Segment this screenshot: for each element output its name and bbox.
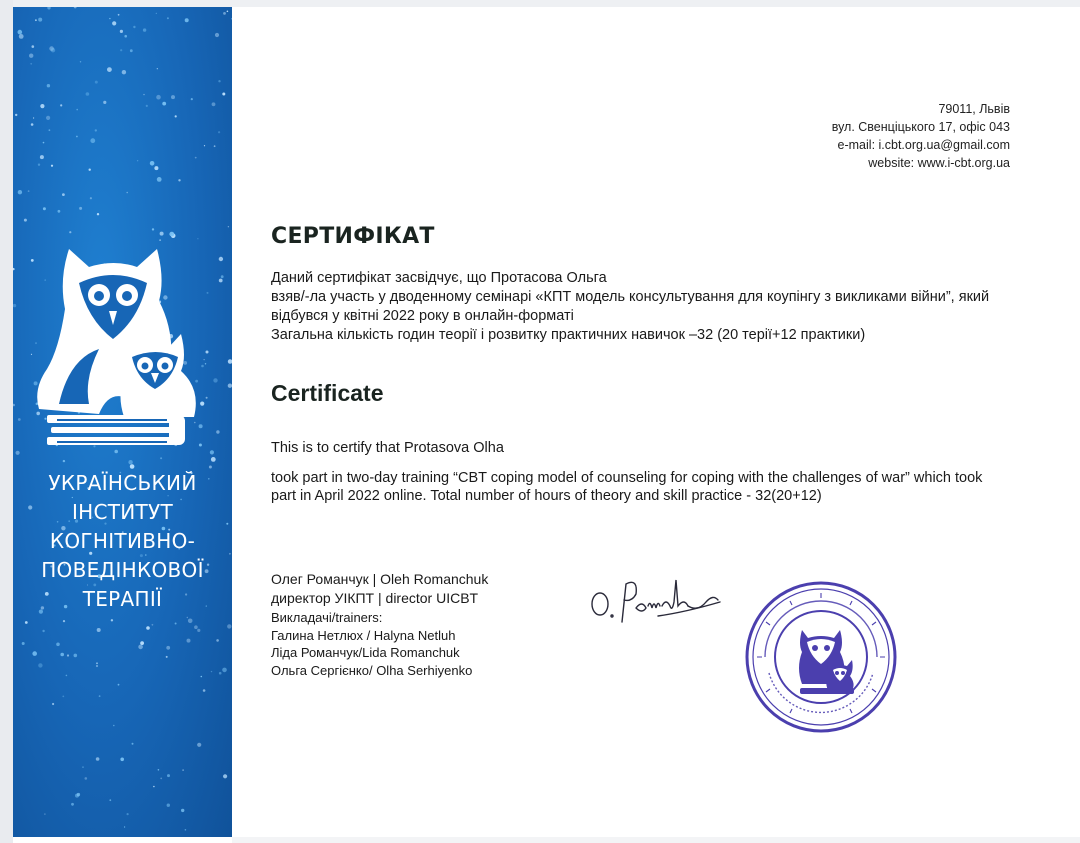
decorative-dot [60,653,64,657]
decorative-dot [99,695,101,697]
trainer-item: Ліда Романчук/Lida Romanchuk [271,645,460,660]
address-street: вул. Свенціцького 17, офіс 043 [831,120,1010,134]
decorative-dot [219,257,223,261]
decorative-dot [52,703,54,705]
certificate-title-en: Certificate [271,380,384,406]
decorative-dot [89,169,91,171]
decorative-dot [35,19,37,21]
decorative-dot [74,7,77,8]
decorative-dot [56,643,60,647]
decorative-dot [127,813,129,815]
decorative-dot [187,639,191,643]
decorative-dot [46,116,50,120]
decorative-dot [160,778,162,780]
institute-line-3: КОГНІТИВНО- [49,529,196,553]
decorative-dot [42,630,44,632]
decorative-dot [152,624,154,626]
decorative-dot [32,651,37,656]
decorative-dot [43,207,46,210]
decorative-dot [86,92,90,96]
decorative-dot [103,101,106,104]
decorative-dot [138,645,143,650]
decorative-dot [38,663,42,667]
page-edge-bottom [232,837,1080,843]
trainer-item: Ольга Сергієнко/ Olha Serhiyenko [271,662,473,678]
decorative-dot [96,757,100,761]
decorative-dot [132,743,134,745]
decorative-dot [107,67,112,72]
decorative-dot [150,161,155,166]
decorative-dot [166,656,168,658]
decorative-dot [181,809,184,812]
institute-line-2: ІНСТИТУТ [71,500,174,524]
ua-line-3: Загальна кількість годин теорії і розвитку практичних навичок –32 (20 терії+12 практики) [271,327,866,343]
decorative-dot [197,629,200,632]
decorative-dot [90,197,92,199]
decorative-dot [71,803,74,806]
decorative-dot [227,624,231,628]
decorative-dot [143,94,144,95]
decorative-dot [75,794,79,798]
trainers-block [271,609,472,679]
decorative-dot [152,228,154,230]
decorative-dot [219,279,223,283]
decorative-dot [124,826,125,827]
decorative-dot [146,626,150,630]
decorative-dot [95,81,98,84]
decorative-dot [79,207,82,210]
decorative-dot [231,18,232,19]
decorative-dot [219,672,222,675]
decorative-dot [28,190,30,192]
decorative-dot [67,654,69,656]
decorative-dot [60,104,62,106]
decorative-dot [188,619,193,624]
decorative-dot [62,696,64,698]
owl-logo-icon [29,239,214,459]
decorative-dot [157,68,158,69]
decorative-dot [227,11,229,13]
decorative-dot [143,28,146,31]
decorative-dot [187,617,188,618]
decorative-dot [109,799,111,801]
decorative-dot [24,219,27,222]
decorative-dot [90,138,95,143]
institute-line-5: ТЕРАПІЇ [82,587,163,611]
decorative-dot [122,70,126,74]
decorative-dot [228,226,229,227]
decorative-dot [218,131,220,133]
decorative-dot [63,460,65,462]
address-email: e-mail: i.cbt.org.ua@gmail.com [837,138,1010,152]
decorative-dot [216,639,219,642]
decorative-dot [44,813,45,814]
address-website: website: www.i-cbt.org.ua [868,156,1010,170]
decorative-dot [171,95,175,99]
decorative-dot [212,102,216,106]
decorative-dot [69,231,71,233]
decorative-dot [228,384,232,388]
decorative-dot [154,166,158,170]
decorative-dot [96,665,98,667]
address-block [832,100,1010,172]
decorative-dot [178,179,180,181]
decorative-dot [19,34,24,39]
institute-line-4: ПОВЕДІНКОВОЇ [41,558,204,582]
decorative-dot [137,160,138,161]
decorative-dot [76,136,78,138]
decorative-dot [162,102,166,106]
decorative-dot [80,61,81,62]
decorative-dot [214,145,216,147]
decorative-dot [223,12,226,15]
decorative-dot [124,35,127,38]
decorative-dot [74,654,78,658]
decorative-dot [47,84,50,87]
decorative-dot [18,30,23,35]
handwritten-signature [588,572,728,632]
certify-line-en: This is to certify that Protasova Olha [271,440,504,456]
decorative-dot [66,675,68,677]
trainers-heading: Викладачі/trainers: [271,610,383,625]
decorative-dot [158,769,160,771]
decorative-dot [211,671,212,672]
decorative-dot [120,49,122,51]
decorative-dot [13,268,15,270]
decorative-dot [22,642,25,645]
decorative-dot [185,829,187,831]
decorative-dot [182,769,184,771]
decorative-dot [49,129,51,131]
decorative-dot [218,80,220,82]
decorative-dot [128,460,132,464]
decorative-dot [30,63,32,65]
decorative-dot [18,418,21,421]
decorative-dot [215,33,219,37]
decorative-dot [157,177,162,182]
decorative-dot [76,109,78,111]
decorative-dot [185,18,189,22]
institute-line-1: УКРАЇНСЬКИЙ [48,471,197,495]
decorative-dot [140,641,144,645]
ua-line-1: Даний сертифікат засвідчує, що Протасова Ольга [271,270,607,286]
decorative-dot [40,104,44,108]
decorative-dot [118,684,120,686]
decorative-dot [222,93,225,96]
decorative-dot [109,18,110,19]
institute-name [13,469,232,614]
decorative-dot [167,17,169,19]
decorative-dot [223,774,227,778]
decorative-dot [153,786,155,788]
decorative-dot [58,210,61,213]
certificate-body-en: took part in two-day training “CBT coping model of counseling for coping with the challenges of war” which took part in April 2022 online. Total number of hours of theory and skill practice - 32(20+12) [271,470,983,504]
decorative-dot [166,646,170,650]
director-position: директор УІКПТ | director UICBT [271,590,479,606]
decorative-dot [203,689,206,692]
decorative-dot [13,404,15,407]
decorative-dot [160,232,164,236]
decorative-dot [51,165,53,167]
decorative-dot [43,142,45,144]
certificate-title-ua: СЕРТИФІКАТ [271,224,435,249]
decorative-dot [167,774,170,777]
decorative-dot [15,114,17,116]
decorative-dot [221,275,224,278]
decorative-dot [63,620,65,622]
decorative-dot [25,621,28,624]
decorative-dot [29,54,33,58]
decorative-dot [112,21,116,25]
decorative-dot [175,623,177,625]
decorative-dot [120,30,123,33]
address-city: 79011, Львів [938,102,1010,116]
decorative-dot [118,14,120,16]
decorative-dot [167,804,170,807]
decorative-dot [18,190,22,194]
trainer-item: Галина Нетлюх / Halyna Netluh [271,627,456,643]
ua-line-2: взяв/-ла участь у дводенному семінарі «КПТ модель консультування для коупінгу з викликами війни”, який відбувся у квітні 2022 року в онлайн-форматі [271,289,990,324]
decorative-dot [47,7,50,10]
decorative-dot [201,676,203,678]
decorative-dot [31,123,34,126]
decorative-dot [133,26,135,28]
decorative-dot [156,13,157,14]
decorative-dot [38,164,40,166]
decorative-dot [146,105,148,107]
certificate-body-ua [271,269,1021,345]
decorative-dot [169,232,174,237]
decorative-dot [191,98,193,100]
decorative-dot [204,145,205,146]
decorative-dot [51,48,55,52]
decorative-dot [126,192,128,194]
decorative-dot [156,95,161,100]
decorative-dot [120,758,124,762]
decorative-dot [95,129,97,131]
decorative-dot [195,157,197,159]
page-edge-top [0,0,1080,7]
decorative-dot [16,451,20,455]
decorative-dot [82,766,84,768]
page-edge-left [0,0,13,843]
decorative-dot [13,304,16,307]
decorative-dot [32,45,35,48]
decorative-dot [62,193,65,196]
sidebar-panel [13,7,232,837]
director-block [271,570,488,608]
decorative-dot [38,18,42,22]
decorative-dot [222,668,227,673]
director-name: Олег Романчук | Oleh Romanchuk [271,571,489,587]
decorative-dot [197,743,201,747]
decorative-dot [96,662,98,664]
decorative-dot [111,619,113,621]
decorative-dot [175,115,177,117]
decorative-dot [97,213,99,215]
decorative-dot [130,49,133,52]
decorative-dot [216,430,219,433]
decorative-dot [194,625,198,629]
decorative-dot [40,155,44,159]
decorative-dot [33,117,34,118]
decorative-dot [85,777,88,780]
institute-stamp [742,578,900,736]
decorative-dot [228,359,232,364]
decorative-dot [97,628,101,632]
decorative-dot [113,725,115,727]
